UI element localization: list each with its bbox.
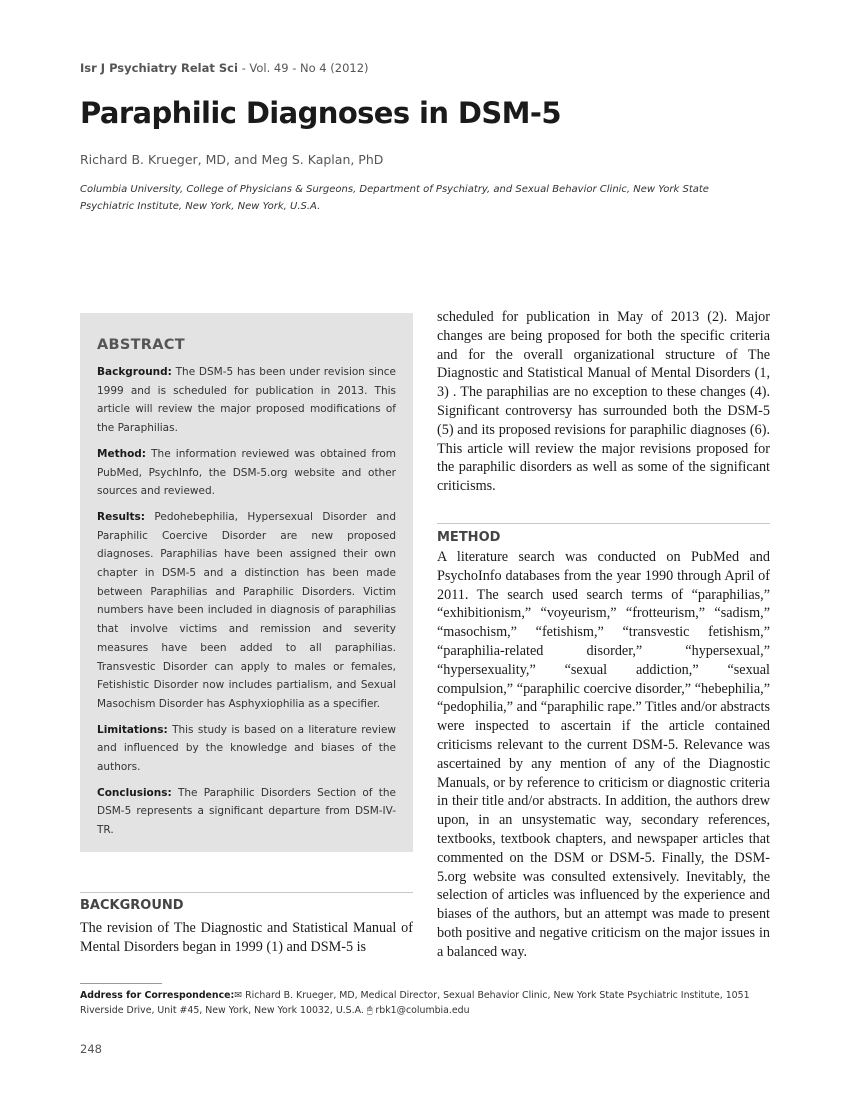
abstract-results-label: Results:: [97, 510, 145, 523]
background-heading: BACKGROUND: [80, 898, 184, 913]
abstract-conclusions: [97, 784, 396, 840]
abstract-conclusions-text: The Paraphilic Disorders Section of the DSM-5 represents a significant departure from DSM-IV-TR.: [97, 786, 396, 837]
abstract-results: [97, 508, 396, 714]
abstract-conclusions-label: Conclusions:: [97, 786, 172, 799]
abstract-limitations-text: This study is based on a literature review and influenced by the knowledge and biases of the authors.: [97, 723, 396, 774]
abstract-limitations: [97, 721, 396, 777]
intro-continued-paragraph: scheduled for publication in May of 2013 (2). Major changes are being proposed for both the specific criteria and for the overall organizational structure of The Diagnostic and Statistical Manual of Mental Disorders (1, 3) . The paraphilias are no exception to these changes (4). Significant controversy has surrounded both the DSM-5 (5) and its proposed revisions for paraphilic diagnoses (6). This article will review the major revisions proposed for the paraphilic disorders as well as some of the significant criticisms.: [437, 309, 770, 495]
abstract-limitations-label: Limitations:: [97, 723, 168, 736]
correspondence-footnote: [80, 988, 770, 1018]
page-number: 248: [80, 1042, 102, 1056]
journal-issue: - Vol. 49 - No 4 (2012): [237, 61, 369, 75]
authors: Richard B. Krueger, MD, and Meg S. Kaplan, PhD: [80, 152, 384, 167]
footnote-divider: [80, 983, 162, 984]
footnote-email[interactable]: rbk1@columbia.edu: [372, 1005, 470, 1016]
affiliation: Columbia University, College of Physicians & Surgeons, Department of Psychiatry, and Sexual Behavior Clinic, New York State Psychiatric Institute, New York, New York, U.S.A.: [80, 184, 709, 212]
method-heading: METHOD: [437, 530, 501, 545]
method-divider: [437, 523, 770, 524]
abstract-method: [97, 445, 396, 501]
abstract-method-label: Method:: [97, 447, 146, 460]
journal-header: [80, 61, 369, 75]
journal-name: Isr J Psychiatry Relat Sci: [80, 61, 238, 75]
abstract-heading: ABSTRACT: [97, 337, 185, 353]
mail-icon: ✉: [234, 990, 243, 1001]
email-icon: 🖱: [366, 1005, 373, 1016]
abstract-method-text: The information reviewed was obtained from PubMed, PsychInfo, the DSM-5.org website and other sources and reviewed.: [97, 447, 396, 498]
background-divider: [80, 892, 413, 893]
abstract-background-text: The DSM-5 has been under revision since 1999 and is scheduled for publication in 2013. This article will review the major proposed modifications of the Paraphilias.: [97, 366, 396, 435]
abstract-results-text: Pedohebephilia, Hypersexual Disorder and Paraphilic Coercive Disorder are new proposed diagnoses. Paraphilias have been assigned their own chapter in DSM-5 and a distinction has been made between Paraphilias and Paraphilic Disorders. Victim numbers have been included in diagnosis of paraphilias that involve victims and remission and severity measures have been added to all paraphilias. Transvestic Disorder can apply to males or females, Fetishistic Disorder now includes partialism, and Sexual Masochism Disorder has Asphyxiophilia as a specifier.: [97, 510, 396, 710]
background-paragraph: The revision of The Diagnostic and Statistical Manual of Mental Disorders began in 1999 (1) and DSM-5 is: [80, 920, 413, 955]
abstract-box: [80, 313, 413, 852]
footnote-address: Richard B. Krueger, MD, Medical Director, Sexual Behavior Clinic, New York State Psychiatric Institute, 1051 Riverside Drive, Unit #45, New York, New York 10032, U.S.A.: [80, 990, 750, 1016]
article-title: Paraphilic Diagnoses in DSM-5: [80, 96, 561, 130]
footnote-label: Address for Correspondence:: [80, 990, 235, 1001]
method-paragraph: A literature search was conducted on PubMed and PsychoInfo databases from the year 1990 through April of 2011. The search used search terms of “paraphilias,” “exhibitionism,” “voyeurism,” “frotteurism,” “sadism,” “masochism,” “fetishism,” “transvestic fetishism,” “paraphilia-related disorder,” “hypersexual,” “hypersexuality,” “sexual addiction,” “sexual compulsion,” “paraphilic coercive disorder,” “hebephilia,” “pedophilia,” and “paraphilic rape.” Titles and/or abstracts were inspected to ascertain if the article contained criticisms relevant to the current DSM-5. Relevance was ascertained by any mention of any of the Diagnostic Manuals, or by reference to criticism or diagnostic criteria in their title and/or abstracts. In addition, the authors drew upon, in an unsystematic way, secondary references, textbooks, textbook chapters, and newspaper articles that commented on the DSM or DSM-5. Finally, the DSM-5.org website was consulted extensively. Inevitably, the selection of articles was influenced by the experience and biases of the authors, but an attempt was made to present both positive and negative criticism on the major issues in a balanced way.: [437, 549, 770, 960]
abstract-background-label: Background:: [97, 366, 172, 378]
abstract-background: [97, 363, 396, 438]
